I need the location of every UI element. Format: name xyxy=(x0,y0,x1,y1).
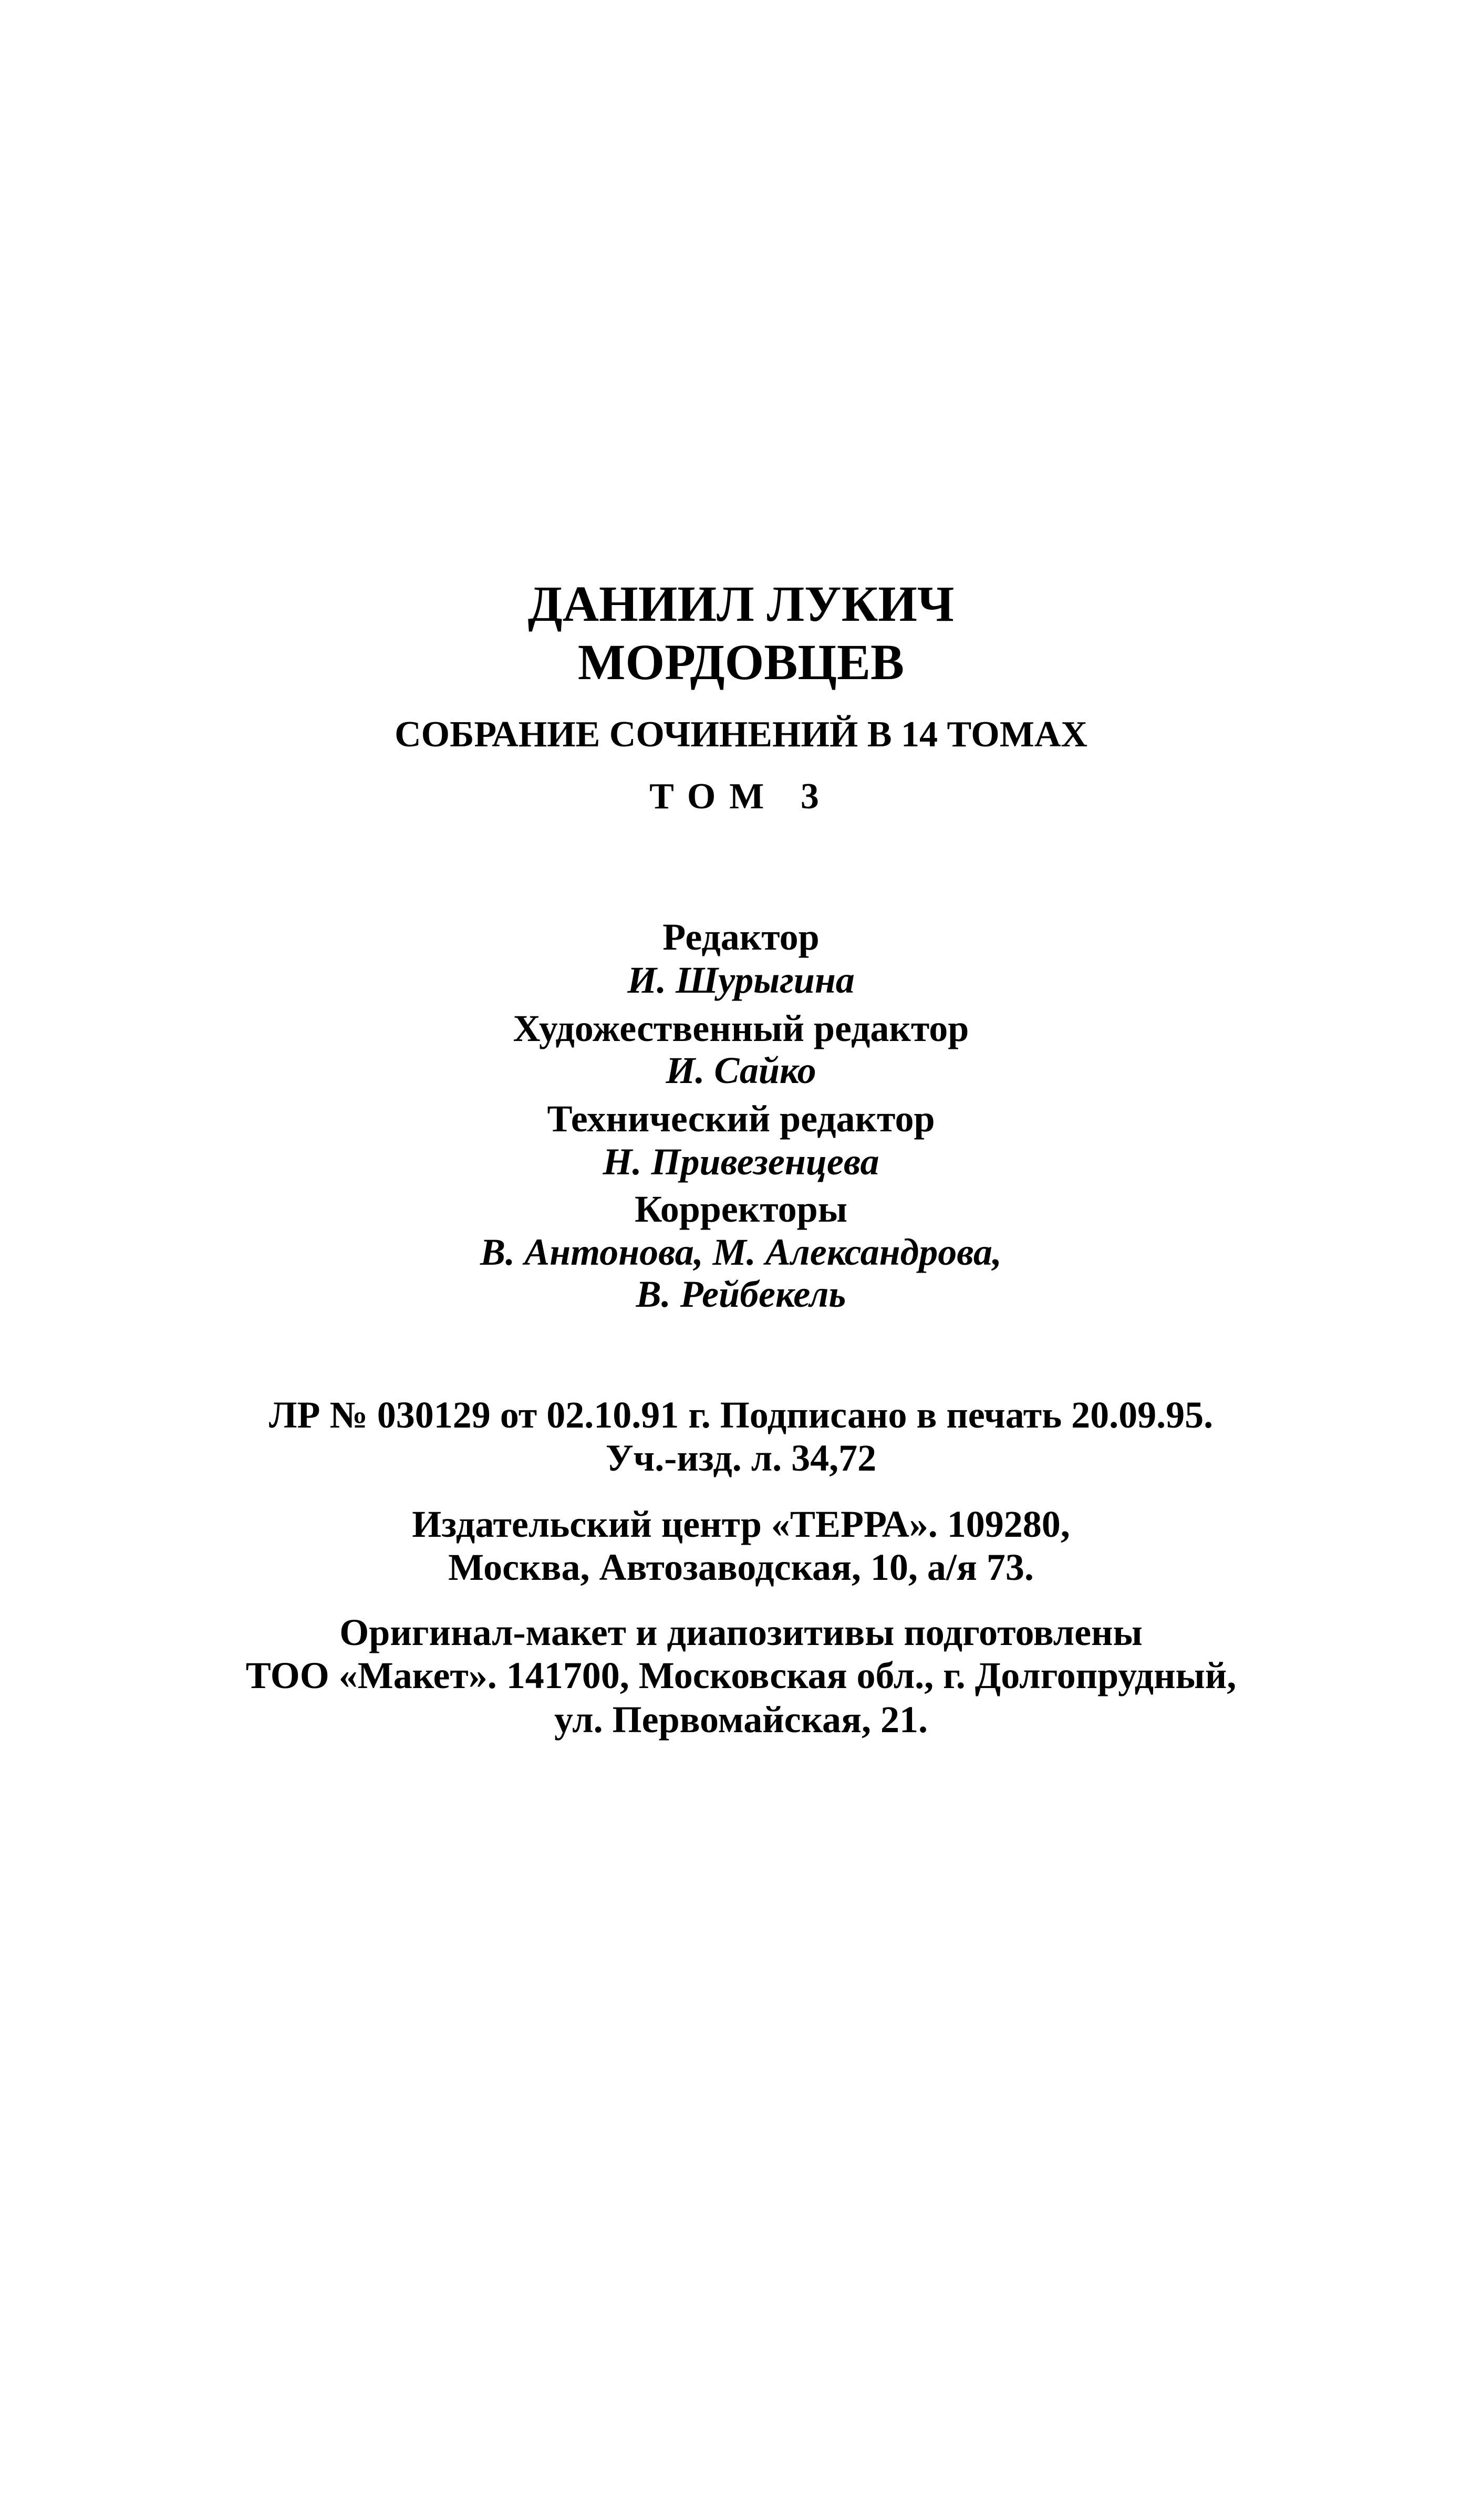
credit-name-proofreaders-line1: В. Антонова, М. Александрова, xyxy=(480,1231,1002,1273)
volume-number: ТОМ 3 xyxy=(649,776,833,817)
imprint-prepress-line3: ул. Первомайская, 21. xyxy=(554,1699,928,1741)
imprint-sheets: Уч.-изд. л. 34,72 xyxy=(605,1437,877,1479)
credit-name-editor: И. Шурыгина xyxy=(627,959,855,1001)
author-surname: МОРДОВЦЕВ xyxy=(577,634,905,690)
imprint-publisher-line1: Издательский центр «ТЕРРА». 109280, xyxy=(412,1503,1070,1545)
credit-name-art-editor: И. Сайко xyxy=(666,1049,816,1091)
credit-name-technical-editor: Н. Привезенцева xyxy=(603,1141,879,1183)
credit-role-editor: Редактор xyxy=(662,916,820,958)
credit-role-art-editor: Художественный редактор xyxy=(513,1007,969,1049)
imprint-license: ЛР № 030129 от 02.10.91 г. Подписано в печать 20.09.95. xyxy=(268,1394,1214,1436)
credit-name-proofreaders-line2: В. Рейбекель xyxy=(636,1273,846,1315)
series-title: СОБРАНИЕ СОЧИНЕНИЙ В 14 ТОМАХ xyxy=(395,714,1087,755)
credit-role-proofreaders: Корректоры xyxy=(635,1188,847,1230)
author-first-names: ДАНИИЛ ЛУКИЧ xyxy=(527,576,955,632)
imprint-prepress-line1: Оригинал-макет и диапозитивы подготовлены xyxy=(339,1611,1143,1653)
credit-role-technical-editor: Технический редактор xyxy=(547,1098,935,1140)
imprint-publisher-line2: Москва, Автозаводская, 10, а/я 73. xyxy=(448,1546,1034,1588)
imprint-prepress-line2: ТОО «Макет». 141700, Московская обл., г. Долгопрудный, xyxy=(245,1654,1237,1696)
